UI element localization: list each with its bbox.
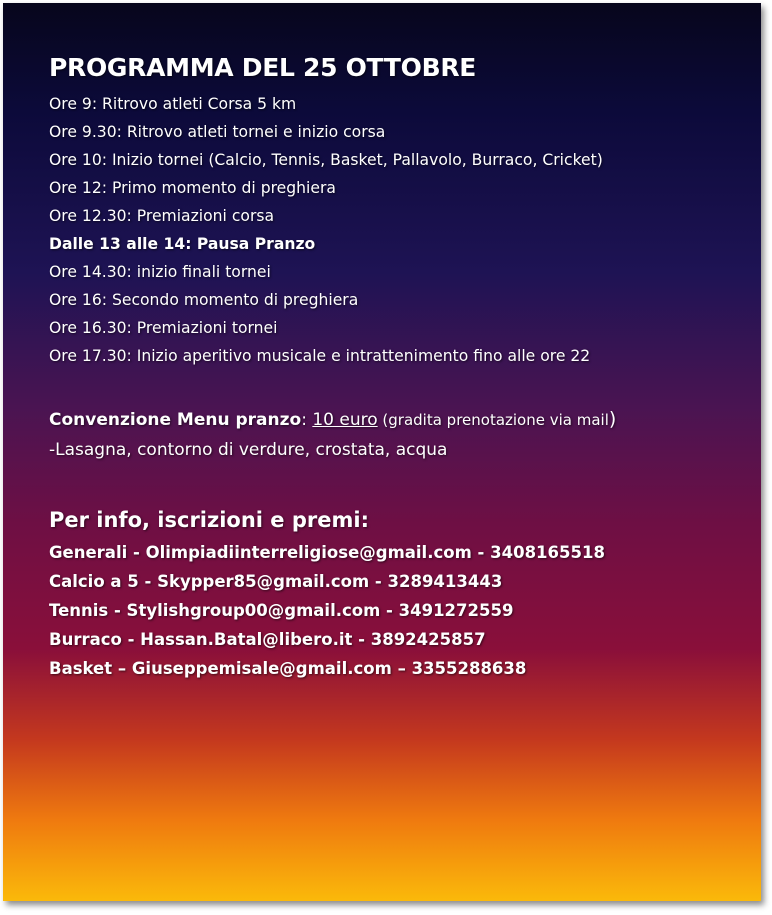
contact-line: Calcio a 5 - Skypper85@gmail.com - 3289413443 (49, 572, 503, 591)
schedule-item: Ore 14.30: inizio finali tornei (49, 263, 271, 281)
schedule-item-lunch: Dalle 13 alle 14: Pausa Pranzo (49, 235, 316, 253)
flyer-card (3, 3, 761, 901)
program-title: PROGRAMMA DEL 25 OTTOBRE (49, 53, 477, 82)
contact-line: Basket – Giuseppemisale@gmail.com – 3355288638 (49, 659, 527, 678)
schedule-item: Ore 12.30: Premiazioni corsa (49, 207, 275, 225)
schedule-item: Ore 16: Secondo momento di preghiera (49, 291, 359, 309)
info-title: Per info, iscrizioni e premi: (49, 508, 369, 532)
schedule-item: Ore 9.30: Ritrovo atleti tornei e inizio corsa (49, 123, 386, 141)
schedule-item: Ore 16.30: Premiazioni tornei (49, 319, 278, 337)
menu-note-close: ) (608, 408, 617, 430)
menu-colon: : (301, 410, 313, 430)
schedule-item: Ore 9: Ritrovo atleti Corsa 5 km (49, 95, 297, 113)
schedule-item: Ore 12: Primo momento di preghiera (49, 179, 336, 197)
menu-lead: Convenzione Menu pranzo (49, 410, 302, 430)
schedule-item: Ore 17.30: Inizio aperitivo musicale e intrattenimento fino alle ore 22 (49, 347, 591, 365)
menu-price: 10 euro (312, 410, 378, 430)
contact-line: Tennis - Stylishgroup00@gmail.com - 3491272559 (49, 601, 514, 620)
menu-offer (49, 408, 616, 431)
contact-line: Generali - Olimpiadiinterreligiose@gmail.com - 3408165518 (49, 543, 605, 562)
contact-line: Burraco - Hassan.Batal@libero.it - 3892425857 (49, 630, 486, 649)
menu-items: -Lasagna, contorno di verdure, crostata, acqua (49, 440, 448, 460)
schedule-item: Ore 10: Inizio tornei (Calcio, Tennis, Basket, Pallavolo, Burraco, Cricket) (49, 151, 603, 169)
menu-note: (gradita prenotazione via mail (377, 411, 609, 429)
